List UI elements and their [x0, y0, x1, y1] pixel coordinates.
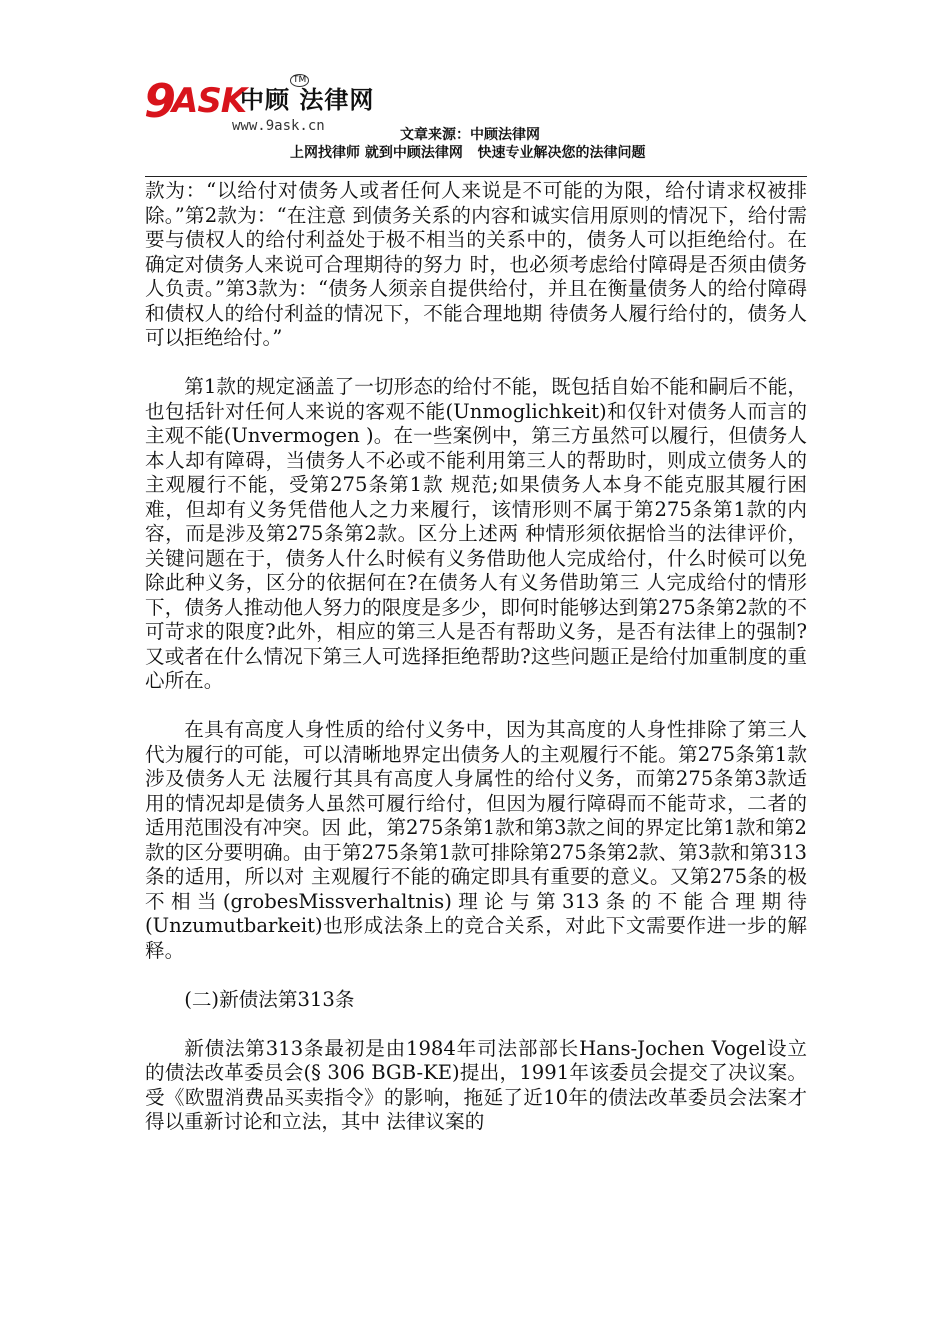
section-heading: (二)新债法第313条 — [184, 987, 355, 1011]
article-body — [145, 179, 807, 1159]
logo-url: www.9ask.cn — [232, 118, 325, 134]
paragraph: 新债法第313条最初是由1984年司法部部长Hans-Jochen Vogel设立的债法改革委员会(§ 306 BGB-KE)提出，1991年该委员会提交了决议案。受《欧盟消费品买卖指令》的影响，拖延了近10年的债法改革委员会法案才得以重新讨论和立法，其中 法律议案的 — [145, 1036, 807, 1133]
paragraph: 在具有高度人身性质的给付义务中，因为其高度的人身性排除了第三人代为履行的可能，可以清晰地界定出债务人的主观履行不能。第275条第1款涉及债务人无 法履行其具有高度人身属性的给付义务，而第275条第3款适用的情况却是债务人虽然可履行给付，但因为履行障碍而不能苛求，二者的适用范围没有冲突。因 此，第275条第1款和第3款之间的界定比第1款和第2款的区分要明确。由于第275条第1款可排除第275条第2款、第3款和第313条的适用，所以对 主观履行不能的确定即具有重要的意义。又第275条的极不相当(grobesMissverhaltnis)理论与第313条的不能合理期待(Unzumutbarkeit)也形成法条上的竞合关系，对此下文需要作进一步的解释。 — [145, 718, 807, 962]
logo-nine: 9 — [144, 74, 177, 128]
trademark-badge: TM — [290, 74, 309, 87]
header-divider — [145, 176, 807, 177]
logo-chinese-name: 中顾 法律网 — [240, 86, 375, 114]
article-source: 文章来源：中顾法律网 — [400, 127, 540, 143]
paragraph: 款为：“以给付对债务人或者任何人来说是不可能的为限，给付请求权被排除。”第2款为：“在注意 到债务关系的内容和诚实信用原则的情况下，给付需要与债权人的给付利益处于极不相当的关系中的，债务人可以拒绝给付。在确定对债务人来说可合理期待的努力 时，也必须考虑给付障碍是否须由债务人负责。”第3款为：“债务人须亲自提供给付，并且在衡量债务人的给付障碍和债权人的给付利益的情况下，不能合理地期 待债务人履行给付的，债务人可以拒绝给付。” — [145, 179, 807, 349]
paragraph: 第1款的规定涵盖了一切形态的给付不能，既包括自始不能和嗣后不能，也包括针对任何人来说的客观不能(Unmoglichkeit)和仅针对债务人而言的 主观不能(Unvermogen )。在一些案例中，第三方虽然可以履行，但债务人本人却有障碍，当债务人不必或不能利用第三人的帮助时，则成立债务人的主观履行不能，受第275条第1款 规范;如果债务人本身不能克服其履行困难，但却有义务凭借他人之力来履行，该情形则不属于第275条第1款的内容，而是涉及第275条第2款。区分上述两 种情形须依据恰当的法律评价，关键问题在于，债务人什么时候有义务借助他人完成给付，什么时候可以免除此种义务，区分的依据何在?在债务人有义务借助第三 人完成给付的情形下，债务人推动他人努力的限度是多少，即何时能够达到第275条第2款的不可苛求的限度?此外，相应的第三人是否有帮助义务，是否有法律上的强制?又或者在什么情况下第三人可选择拒绝帮助?这些问题正是给付加重制度的重心所在。 — [145, 375, 807, 692]
logo-ask: ASK — [172, 81, 247, 121]
site-logo — [140, 74, 390, 136]
site-tagline: 上网找律师 就到中顾法律网 快速专业解决您的法律问题 — [290, 145, 646, 161]
